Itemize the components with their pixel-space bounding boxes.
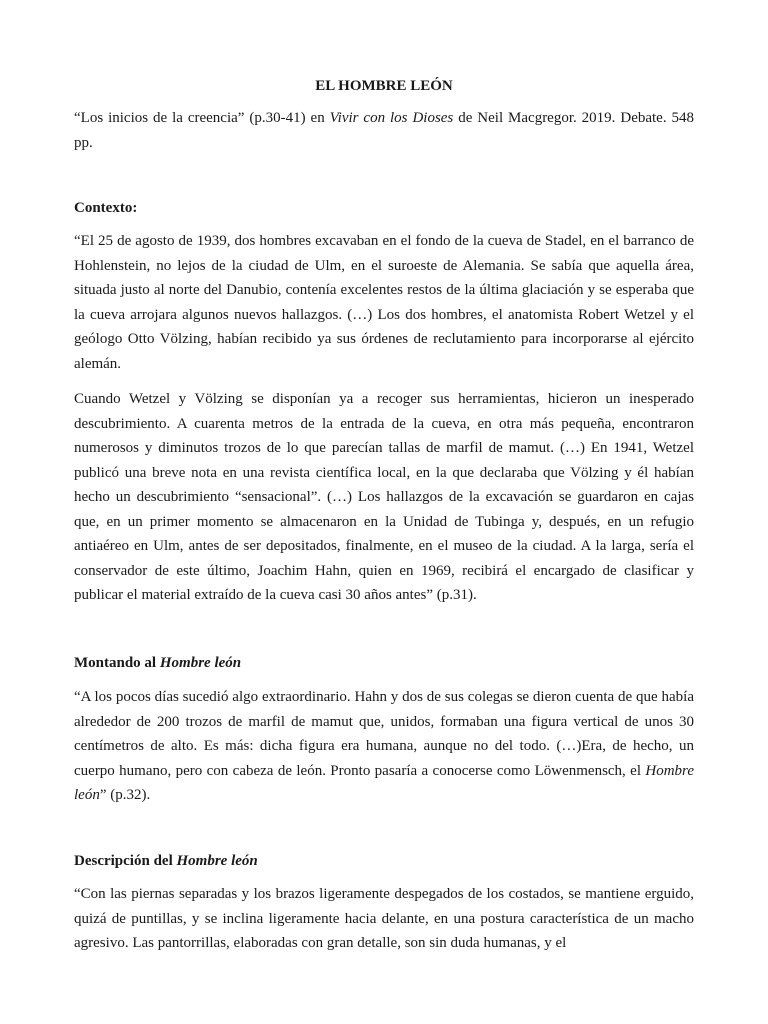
heading-italic: Hombre león [176,853,258,869]
paragraph-text: “A los pocos días sucedió algo extraordinario. Hahn y dos de sus colegas se dieron cuenta de que había alrededor de 200 trozos de marfil de mamut que, unidos, formaban una figura vertical de unos 30 centímetros de alto. Es más: dicha figura era humana, aunque no del todo. (…)Era, de hecho, un cuerpo humano, pero con cabeza de león. Pronto pasaría a conocerse como Löwenmensch, el [74,689,694,779]
heading-text: Montando al [74,655,160,671]
heading-montando [74,655,694,672]
heading-text: Contexto: [74,200,138,216]
heading-contexto [74,200,694,217]
heading-italic: Hombre león [159,655,242,671]
paragraph-montando [74,685,694,808]
paragraph-tail: ” (p.32). [99,787,151,803]
heading-text: Descripción del [74,853,177,869]
paragraph-contexto-1: “El 25 de agosto de 1939, dos hombres excavaban en el fondo de la cueva de Stadel, en el barranco de Hohlenstein, no lejos de la ciudad de Ulm, en el suroeste de Alemania. Se sabía que aquella área, situada justo al norte del Danubio, contenía excelentes restos de la última glaciación y se esperaba que la cueva arrojara algunos nuevos hallazgos. (…) Los dos hombres, el anatomista Robert Wetzel y el geólogo Otto Völzing, habían recibido ya sus órdenes de reclutamiento para incorporarse al ejército alemán. [74,233,694,372]
document-title: EL HOMBRE LEÓN [315,78,453,94]
paragraph-contexto-2: Cuando Wetzel y Völzing se disponían ya a recoger sus herramientas, hicieron un inesperado descubrimiento. A cuarenta metros de la entrada de la cueva, en otra más pequeña, encontraron numerosos y diminutos trozos de lo que parecían tallas de marfil de mamut. (…) En 1941, Wetzel publicó una breve nota en una revista científica local, en la que declaraba que Völzing y él habían hecho un descubrimiento “sensacional”. (…) Los hallazgos de la excavación se guardaron en cajas que, en un primer momento se almacenaron en la Unidad de Tubinga y, después, en un refugio antiaéreo en Ulm, antes de ser depositados, finalmente, en el museo de la ciudad. A la larga, sería el conservador de este último, Joachim Hahn, quien en 1969, recibirá el encargado de clasificar y publicar el material extraído de la cueva casi 30 años antes” (p.31). [74,391,694,603]
citation-pre: “Los inicios de la creencia” (p.30-41) en [74,110,330,126]
heading-descripcion [74,853,694,870]
citation-book-title: Vivir con los Dioses [329,110,454,126]
citation [74,106,694,155]
paragraph-descripcion: “Con las piernas separadas y los brazos ligeramente despegados de los costados, se mantiene erguido, quizá de puntillas, y se inclina ligeramente hacia delante, en una postura característica de un macho agresivo. Las pantorrillas, elaboradas con gran detalle, son sin duda humanas, y el [74,886,694,951]
citation-post: de Neil Macgregor. 2019. Debate. 548 pp. [74,110,695,151]
paragraph-italic: Hombre león [74,762,694,803]
